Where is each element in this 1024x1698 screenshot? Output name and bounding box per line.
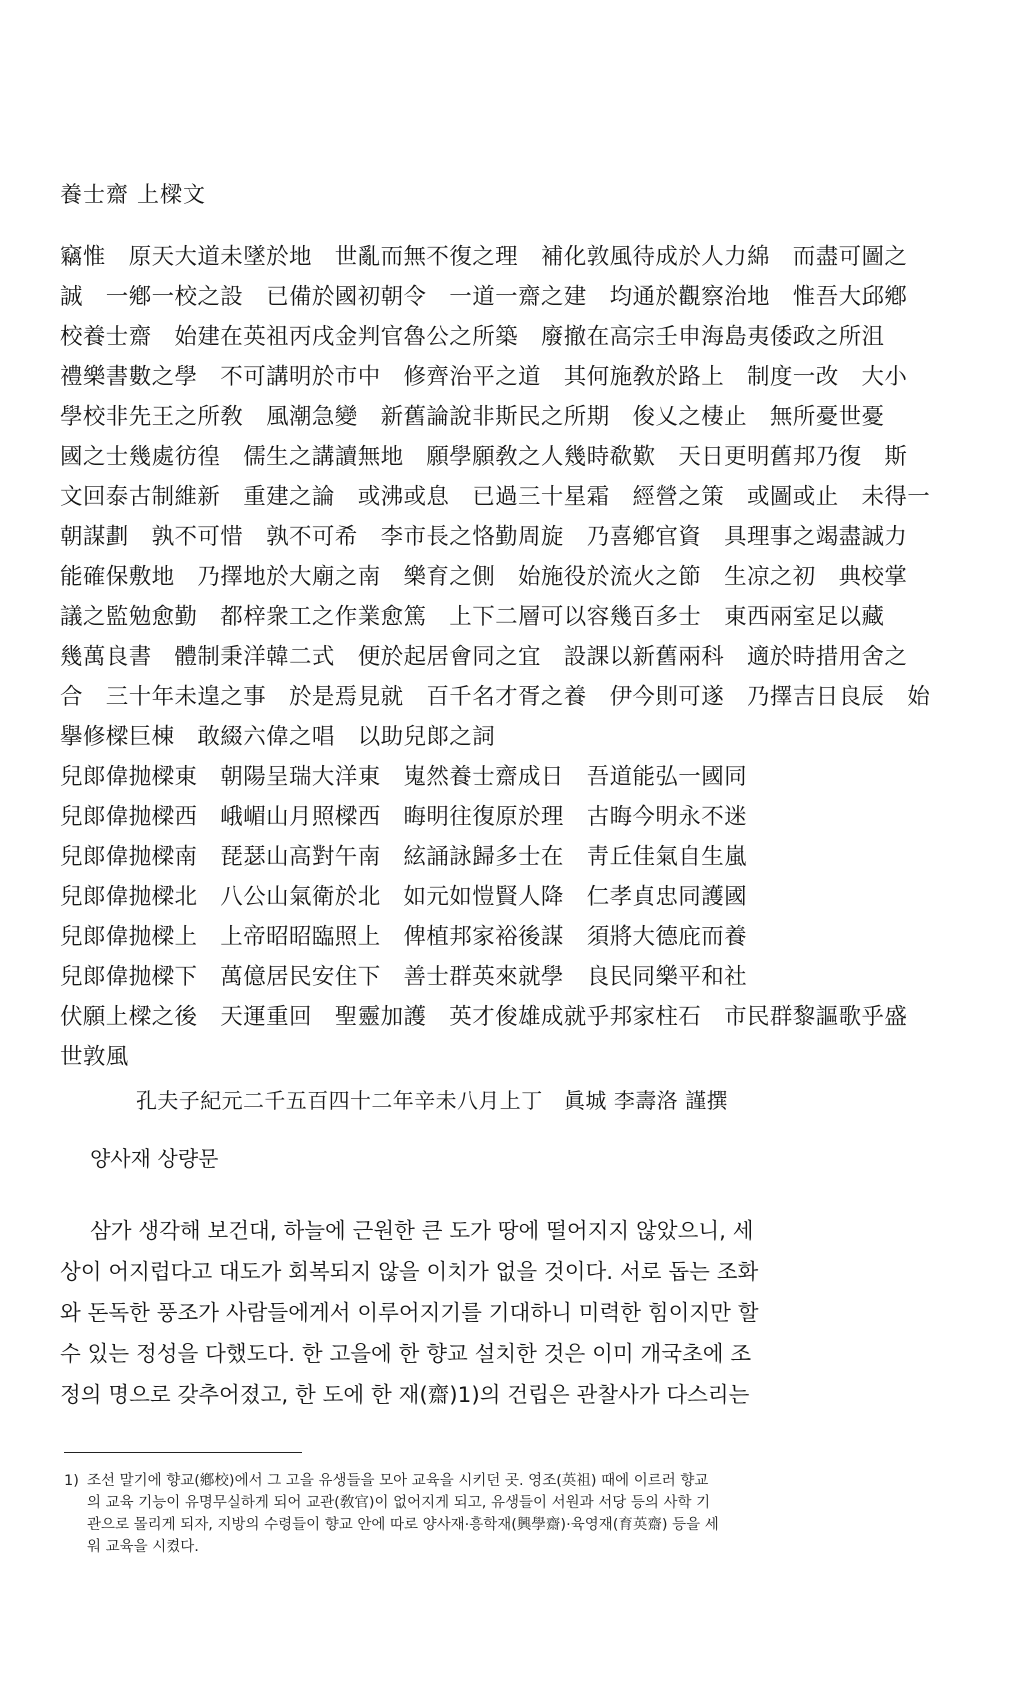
hanmun-line: 合 三十年未遑之事 於是焉見就 百千名才胥之養 伊今則可遂 乃擇吉日良辰 始 bbox=[60, 684, 931, 710]
hanmun-line: 幾萬良書 體制秉洋韓二式 便於起居會同之宜 設課以新舊兩科 適於時措用舍之 bbox=[60, 644, 908, 670]
hanmun-line: 誠 一鄕一校之設 已備於國初朝令 一道一齋之建 均通於觀察治地 惟吾大邱鄕 bbox=[60, 284, 908, 310]
hanmun-line: 國之士幾處彷徨 儒生之講讀無地 願學願敎之人幾時欷歎 天日更明舊邦乃復 斯 bbox=[60, 444, 908, 470]
footnote-number: 1) bbox=[64, 1473, 79, 1489]
korean-translation-section bbox=[60, 1143, 965, 1416]
footnote-divider bbox=[64, 1452, 302, 1453]
hanmun-verses bbox=[60, 757, 970, 997]
hanmun-line: 校養士齋 始建在英祖丙戌金判官魯公之所築 廢撤在高宗壬申海島夷倭政之所沮 bbox=[60, 324, 885, 350]
korean-line: 상이 어지럽다고 대도가 회복되지 않을 이치가 없을 것이다. 서로 돕는 조화 bbox=[60, 1260, 759, 1285]
hanmun-line: 竊惟 原天大道未墜於地 世亂而無不復之理 補化敦風待成於人力綿 而盡可圖之 bbox=[60, 244, 908, 270]
verse-line-west: 兒郞偉抛樑西 峨嵋山月照樑西 晦明往復原於理 古晦今明永不迷 bbox=[60, 804, 748, 830]
verse-line-east: 兒郞偉抛樑東 朝陽呈瑞大洋東 嵬然養士齋成日 吾道能弘一國同 bbox=[60, 764, 748, 790]
korean-line: 삼가 생각해 보건대, 하늘에 근원한 큰 도가 땅에 떨어지지 않았으니, 세 bbox=[90, 1219, 754, 1244]
korean-body bbox=[60, 1211, 965, 1416]
korean-line: 수 있는 정성을 다했도다. 한 고을에 한 향교 설치한 것은 이미 개국초에 조 bbox=[60, 1342, 752, 1367]
hanmun-line: 學校非先王之所敎 風潮急變 新舊論說非斯民之所期 俊乂之棲止 無所憂世憂 bbox=[60, 404, 885, 430]
verse-line-up: 兒郞偉抛樑上 上帝昭昭臨照上 俾植邦家裕後謀 須將大德庇而養 bbox=[60, 924, 748, 950]
verse-line-south: 兒郞偉抛樑南 琵瑟山高對午南 絃誦詠歸多士在 靑丘佳氣自生嵐 bbox=[60, 844, 748, 870]
closing-line: 伏願上樑之後 天運重回 聖靈加護 英才俊雄成就乎邦家柱石 市民群黎謳歌乎盛 bbox=[60, 1004, 908, 1030]
footnote-text: 조선 말기에 향교(鄕校)에서 그 고을 유생들을 모아 교육을 시키던 곳. 영조(英祖) 때에 이르러 향교 bbox=[87, 1473, 709, 1489]
hanmun-line: 朝謀劃 孰不可惜 孰不可希 李市長之恪勤周旋 乃喜鄕官資 具理事之竭盡誠力 bbox=[60, 524, 908, 550]
footnote-line: 관으로 몰리게 되자, 지방의 수령들이 향교 안에 따로 양사재·흥학재(興學齋)·육영재(育英齋) 등을 세 bbox=[87, 1517, 719, 1533]
hanmun-line: 禮樂書數之學 不可講明於市中 修齊治平之道 其何施敎於路上 制度一改 大小 bbox=[60, 364, 908, 390]
closing-line: 世敦風 bbox=[60, 1044, 129, 1070]
verse-line-down: 兒郞偉抛樑下 萬億居民安住下 善士群英來就學 良民同樂平和社 bbox=[60, 964, 748, 990]
hanmun-title: 養士齋 上樑文 bbox=[60, 183, 206, 208]
hanmun-body bbox=[60, 237, 970, 757]
classical-chinese-section bbox=[60, 178, 970, 1121]
signature-line: 孔夫子紀元二千五百四十二年辛未八月上丁 眞城 李壽洛 謹撰 bbox=[136, 1089, 728, 1113]
footnote-line: 워 교육을 시켰다. bbox=[87, 1539, 199, 1555]
footnote-line bbox=[64, 1470, 959, 1492]
korean-title: 양사재 상량문 bbox=[90, 1147, 219, 1171]
hanmun-line: 能確保敷地 乃擇地於大廟之南 樂育之側 始施役於流火之節 生凉之初 典校掌 bbox=[60, 564, 908, 590]
footnote-line: 의 교육 기능이 유명무실하게 되어 교관(敎官)이 없어지게 되고, 유생들이 서원과 서당 등의 사학 기 bbox=[87, 1495, 711, 1511]
hanmun-line: 擧修樑巨棟 敢綴六偉之唱 以助兒郞之詞 bbox=[60, 724, 496, 750]
hanmun-closing bbox=[60, 997, 970, 1077]
hanmun-line: 議之監勉愈勤 都梓衆工之作業愈篤 上下二層可以容幾百多士 東西兩室足以藏 bbox=[60, 604, 885, 630]
footnote bbox=[64, 1470, 959, 1558]
korean-line: 정의 명으로 갖추어졌고, 한 도에 한 재(齋)1)의 건립은 관찰사가 다스리는 bbox=[60, 1383, 750, 1408]
verse-line-north: 兒郞偉抛樑北 八公山氣衛於北 如元如愷賢人降 仁孝貞忠同護國 bbox=[60, 884, 748, 910]
korean-line: 와 돈독한 풍조가 사람들에게서 이루어지기를 기대하니 미력한 힘이지만 할 bbox=[60, 1301, 759, 1326]
hanmun-line: 文回泰古制維新 重建之論 或沸或息 已過三十星霜 經營之策 或圖或止 未得一 bbox=[60, 484, 931, 510]
